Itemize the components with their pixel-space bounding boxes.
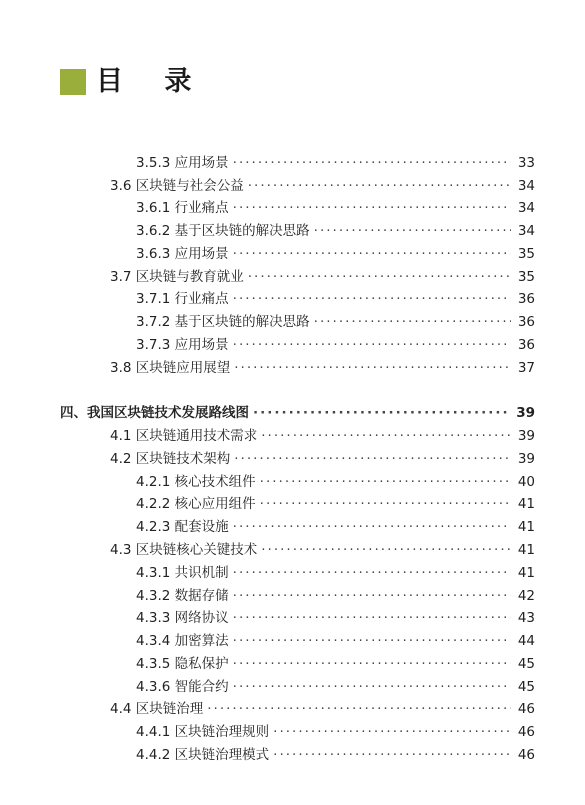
toc-entry[interactable]	[136, 311, 535, 333]
toc-entry-page: 37	[517, 360, 535, 376]
toc-entry-label: 四、我国区块链技术发展路线图	[60, 405, 249, 421]
toc-entry-label: 3.7.1 行业痛点	[136, 291, 229, 307]
toc-entry-page: 42	[517, 588, 535, 604]
toc-entry-label: 4.2.2 核心应用组件	[136, 496, 256, 512]
toc-entry[interactable]	[136, 288, 535, 310]
toc-entry-page: 36	[517, 291, 535, 307]
toc-entry-label: 3.5.3 应用场景	[136, 155, 229, 171]
dot-leader	[233, 152, 511, 174]
toc-entry-label: 3.7 区块链与教育就业	[110, 269, 244, 285]
toc-entry[interactable]	[136, 744, 535, 766]
toc-entry[interactable]	[136, 721, 535, 743]
toc-entry-page: 36	[517, 314, 535, 330]
dot-leader	[233, 197, 511, 219]
toc-entry-page: 41	[517, 565, 535, 581]
toc-entry-label: 4.3.5 隐私保护	[136, 656, 229, 672]
toc-entry[interactable]	[136, 630, 535, 652]
toc-entry-page: 39	[516, 405, 535, 421]
toc-entry-label: 4.4 区块链治理	[110, 701, 204, 717]
toc-entry-label: 4.3 区块链核心关键技术	[110, 542, 258, 558]
toc-entry-page: 43	[517, 610, 535, 626]
toc-entry[interactable]	[110, 357, 535, 379]
toc-entry[interactable]	[136, 653, 535, 675]
dot-leader	[261, 539, 511, 561]
toc-entry-page: 46	[517, 724, 535, 740]
toc-entry-label: 3.6 区块链与社会公益	[110, 178, 244, 194]
toc-entry[interactable]	[136, 562, 535, 584]
toc-entry-label: 4.3.1 共识机制	[136, 565, 229, 581]
toc-entry-page: 46	[517, 747, 535, 763]
dot-leader	[260, 471, 511, 493]
toc-entry-label: 4.3.6 智能合约	[136, 679, 229, 695]
dot-leader	[234, 357, 511, 379]
toc-entry-page: 35	[517, 246, 535, 262]
toc-entry-page: 46	[517, 701, 535, 717]
toc-entry-label: 4.2.1 核心技术组件	[136, 474, 256, 490]
toc-entry[interactable]	[110, 266, 535, 288]
toc-entry[interactable]	[110, 539, 535, 561]
toc-entry-page: 41	[517, 542, 535, 558]
toc-entry[interactable]	[136, 220, 535, 242]
dot-leader	[233, 288, 511, 310]
toc-entry[interactable]	[136, 585, 535, 607]
toc-entry-label: 4.4.2 区块链治理模式	[136, 747, 270, 763]
toc-entry[interactable]	[110, 448, 535, 470]
toc-entry-label: 3.7.3 应用场景	[136, 337, 229, 353]
toc-entry-page: 36	[517, 337, 535, 353]
toc-entry[interactable]	[110, 425, 535, 447]
toc-entry-page: 41	[517, 496, 535, 512]
toc-entry-page: 40	[517, 474, 535, 490]
toc-entry-page: 35	[517, 269, 535, 285]
toc-entry[interactable]	[136, 676, 535, 698]
toc-entry-page: 34	[517, 200, 535, 216]
dot-leader	[233, 607, 511, 629]
dot-leader	[233, 676, 511, 698]
toc-entry[interactable]	[136, 243, 535, 265]
toc-entry-page: 45	[517, 679, 535, 695]
toc-entry-page: 39	[517, 428, 535, 444]
dot-leader	[233, 562, 511, 584]
dot-leader	[207, 698, 511, 720]
dot-leader	[233, 653, 511, 675]
dot-leader	[253, 402, 511, 424]
dot-leader	[234, 448, 511, 470]
toc-entry-label: 4.2.3 配套设施	[136, 519, 229, 535]
toc-entry-page: 33	[517, 155, 535, 171]
dot-leader	[233, 243, 511, 265]
toc-entry[interactable]	[136, 334, 535, 356]
dot-leader	[261, 425, 511, 447]
toc-entry-label: 4.1 区块链通用技术需求	[110, 428, 258, 444]
toc-entry-page: 34	[517, 178, 535, 194]
toc-entry[interactable]	[136, 493, 535, 515]
green-square-icon	[60, 69, 86, 95]
dot-leader	[314, 311, 511, 333]
toc-entry-page: 39	[517, 451, 535, 467]
dot-leader	[233, 334, 511, 356]
toc-entry[interactable]	[136, 197, 535, 219]
toc-entry-label: 3.6.3 应用场景	[136, 246, 229, 262]
dot-leader	[233, 630, 511, 652]
toc-entry-page: 41	[517, 519, 535, 535]
dot-leader	[248, 266, 511, 288]
toc-entry-label: 3.6.2 基于区块链的解决思路	[136, 223, 310, 239]
toc-entry-page: 44	[517, 633, 535, 649]
toc-entry[interactable]	[60, 402, 535, 424]
toc-entry[interactable]	[136, 471, 535, 493]
toc-entry[interactable]	[136, 607, 535, 629]
toc-header	[60, 66, 207, 98]
dot-leader	[314, 220, 511, 242]
dot-leader	[233, 585, 511, 607]
toc-entry-page: 45	[517, 656, 535, 672]
toc-entry[interactable]	[110, 175, 535, 197]
toc-entry-label: 4.3.3 网络协议	[136, 610, 229, 626]
toc-entry-label: 4.4.1 区块链治理规则	[136, 724, 270, 740]
dot-leader	[260, 493, 511, 515]
toc-entry-label: 3.6.1 行业痛点	[136, 200, 229, 216]
dot-leader	[248, 175, 511, 197]
toc-entry-label: 3.8 区块链应用展望	[110, 360, 231, 376]
toc-entry-label: 4.3.4 加密算法	[136, 633, 229, 649]
dot-leader	[233, 516, 511, 538]
toc-entry[interactable]	[110, 698, 535, 720]
toc-entry-page: 34	[517, 223, 535, 239]
toc-entry[interactable]	[136, 152, 535, 174]
dot-leader	[273, 744, 511, 766]
toc-entry-label: 4.2 区块链技术架构	[110, 451, 231, 467]
toc-entry[interactable]	[136, 516, 535, 538]
page-title: 目 录	[96, 66, 208, 97]
toc-entry-label: 4.3.2 数据存储	[136, 588, 229, 604]
dot-leader	[273, 721, 511, 743]
toc-entry-label: 3.7.2 基于区块链的解决思路	[136, 314, 310, 330]
